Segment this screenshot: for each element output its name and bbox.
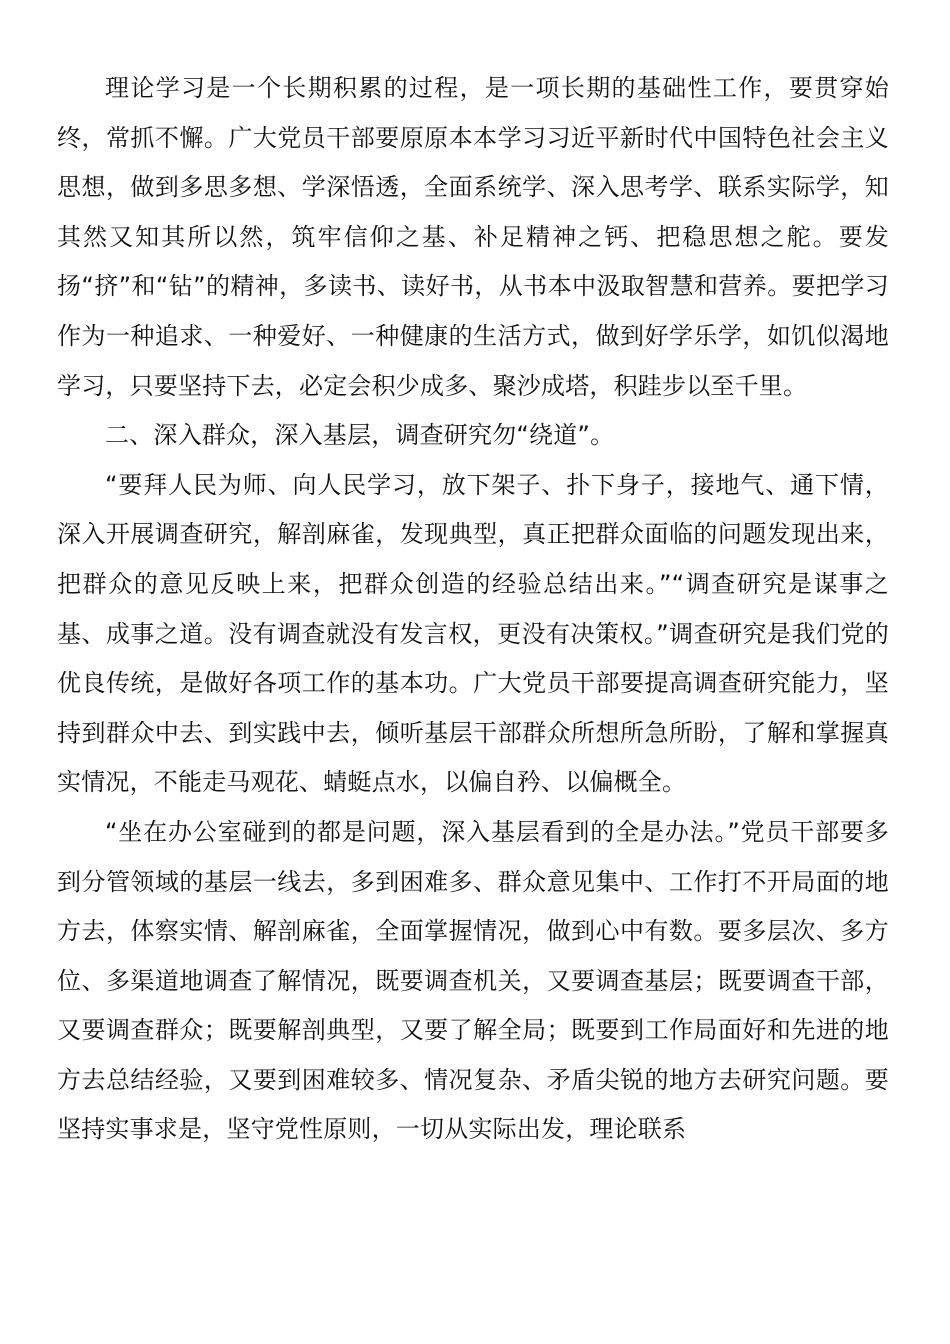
paragraph-investigation-quote: “要拜人民为师、向人民学习，放下架子、扑下身子，接地气、通下情，深入开展调查研究，解剖麻雀，发现典型，真正把群众面临的问题发现出来，把群众的意见反映上来，把群众创造的经验总结出来。”“调查研究是谋事之基、成事之道。没有调查就没有发言权，更没有决策权。”调查研究是我们党的优良传统，是做好各项工作的基本功。广大党员干部要提高调查研究能力，坚持到群众中去、到实践中去，倾听基层干部群众所想所急所盼，了解和掌握真实情况，不能走马观花、蜻蜓点水，以偏自矜、以偏概全。 (57, 470, 889, 797)
section-heading-2: 二、深入群众，深入基层，调查研究勿“绕道”。 (105, 421, 615, 450)
paragraph-theory-study: 理论学习是一个长期积累的过程，是一项长期的基础性工作，要贯穿始终，常抓不懈。广大党员干部要原原本本学习习近平新时代中国特色社会主义思想，做到多思多想、学深悟透，全面系统学、深入思考学、联系实际学，知其然又知其所以然，筑牢信仰之基、补足精神之钙、把稳思想之舵。要发扬“挤”和“钻”的精神，多读书、读好书，从书本中汲取智慧和营养。要把学习作为一种追求、一种爱好、一种健康的生活方式，做到好学乐学，如饥似渴地学习，只要坚持下去，必定会积少成多、聚沙成塔，积跬步以至千里。 (57, 74, 889, 400)
document-body (57, 64, 889, 1155)
paragraph-grassroots: “坐在办公室碰到的都是问题，深入基层看到的全是办法。”党员干部要多到分管领域的基层一线去，多到困难多、群众意见集中、工作打不开局面的地方去，体察实情、解剖麻雀，全面掌握情况，做到心中有数。要多层次、多方位、多渠道地调查了解情况，既要调查机关，又要调查基层；既要调查干部，又要调查群众；既要解剖典型，又要了解全局；既要到工作局面好和先进的地方去总结经验，又要到困难较多、情况复杂、矛盾尖锐的地方去研究问题。要坚持实事求是，坚守党性原则，一切从实际出发，理论联系 (57, 817, 889, 1144)
